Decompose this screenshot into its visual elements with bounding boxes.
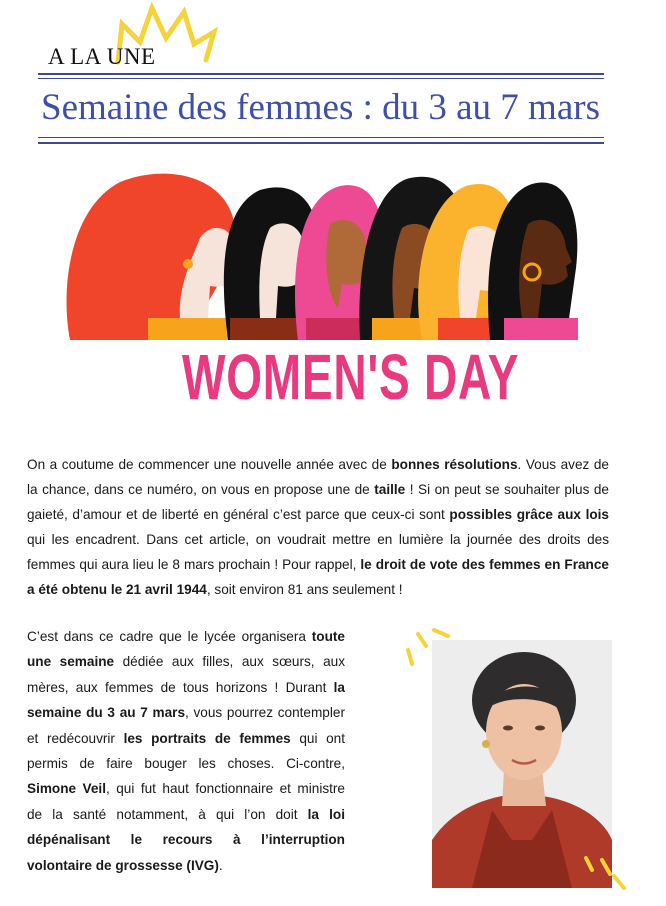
women-illustration (60, 168, 580, 340)
emphasis-text: la semaine du 3 au 7 mars (27, 679, 345, 721)
emphasis-text: la loi dépénalisant le recours à l’interruption volontaire de grossesse (IVG) (27, 806, 345, 873)
body-text: . Vous avez de la chance, dans ce numéro, on vous en propose une de (27, 457, 609, 497)
body-text: , qui fut haut fonctionnaire et ministre de la santé notamment, à qui l’on doit (27, 781, 345, 822)
emphasis-text: taille (374, 482, 406, 497)
body-text: . (218, 857, 223, 873)
article-paragraph-1 (27, 452, 609, 602)
header-rule-top (38, 73, 604, 75)
womens-day-title: WOMEN'S DAY (182, 341, 520, 413)
emphasis-text: toute une semaine (27, 629, 345, 670)
sparkle-icon (580, 852, 630, 896)
body-text: ! Si on peut se souhaiter plus de gaieté, d’amour et de liberté en général c’est parce que ceux-ci sont (27, 482, 609, 522)
emphasis-text: bonnes résolutions (391, 457, 518, 472)
emphasis-text: le droit de vote des femmes en France a été obtenu le 21 avril 1944 (27, 557, 609, 597)
header-rule-bottom (38, 137, 604, 138)
header-rule-bottom-2 (38, 142, 604, 144)
article-paragraph-2 (27, 624, 345, 878)
emphasis-text: les portraits de femmes (123, 730, 291, 746)
body-text: qui les encadrent. Dans cet article, on voudrait mettre en lumière la journée des droits des femmes qui aura lieu le 8 mars prochain ! Pour rappel, (27, 532, 609, 572)
body-text: On a coutume de commencer une nouvelle année avec de (27, 457, 392, 472)
section-kicker: A LA UNE (48, 44, 156, 69)
body-text: , vous pourrez contempler et redécouvrir (27, 705, 345, 746)
body-text: qui ont permis de faire bouger les choses. Ci-contre, (27, 730, 345, 772)
emphasis-text: Simone Veil (27, 781, 106, 797)
page-title: Semaine des femmes : du 3 au 7 mars (41, 87, 600, 128)
body-text: , soit environ 81 ans seulement ! (206, 582, 403, 597)
body-text: C’est dans ce cadre que le lycée organisera (27, 629, 312, 644)
sparkle-icon (404, 626, 454, 670)
body-text: dédiée aux filles, aux sœurs, aux mères, aux femmes de tous horizons ! Durant (27, 654, 345, 695)
header-rule-top-2 (38, 78, 604, 79)
emphasis-text: possibles grâce aux lois (449, 507, 609, 522)
simone-veil-photo (432, 640, 612, 888)
